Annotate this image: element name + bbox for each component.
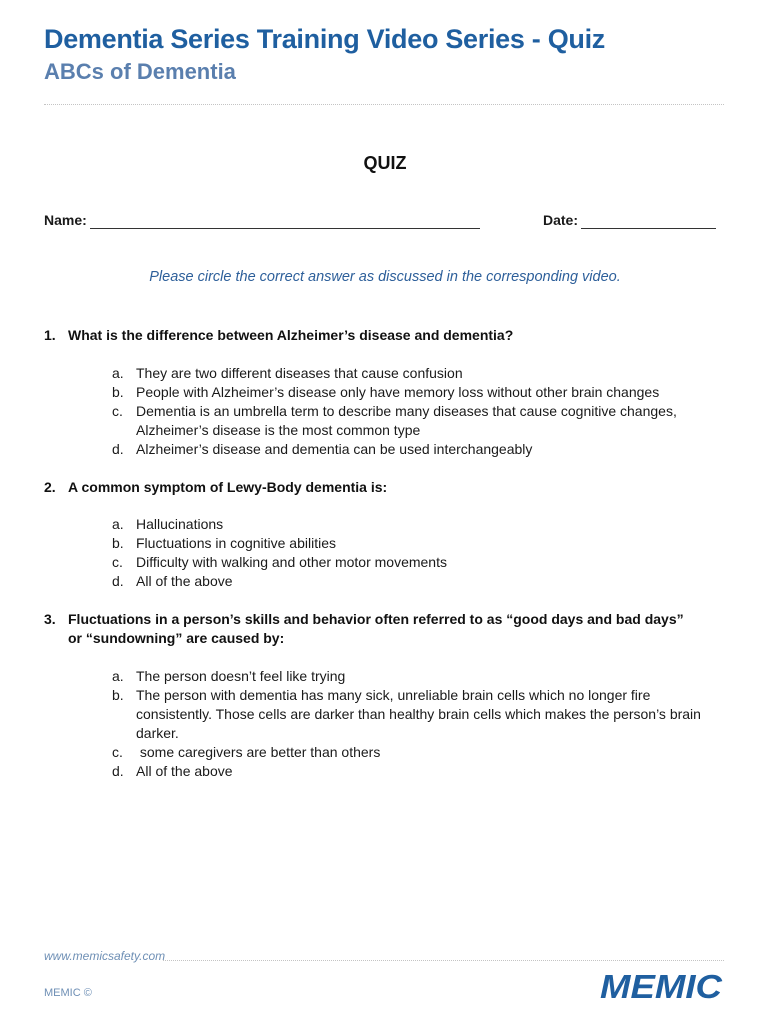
answer-text: Fluctuations in cognitive abilities (136, 535, 336, 551)
footer-divider (163, 960, 724, 961)
question-number: 1. (44, 327, 56, 343)
answer-option[interactable] (112, 743, 712, 762)
answer-text: Hallucinations (136, 516, 224, 532)
footer-copyright: MEMIC © (44, 987, 92, 999)
answer-list-1 (112, 364, 712, 459)
answer-letter: a. (112, 668, 124, 684)
answer-option[interactable] (112, 667, 712, 686)
answer-option[interactable] (112, 553, 712, 572)
question-2 (44, 478, 724, 497)
answer-letter: a. (112, 516, 124, 532)
logo-wordmark: MEMIC (600, 968, 724, 1003)
answer-option[interactable] (112, 686, 712, 743)
answer-letter: d. (112, 763, 124, 779)
answer-option[interactable] (112, 364, 712, 383)
quiz-heading: QUIZ (363, 153, 407, 173)
answer-letter: a. (112, 365, 124, 381)
question-text: A common symptom of Lewy-Body dementia is: (68, 479, 388, 495)
question-number: 2. (44, 479, 56, 495)
answer-letter: c. (112, 744, 123, 760)
header-divider (44, 104, 724, 105)
question-text: What is the difference between Alzheimer’s disease and dementia? (68, 327, 514, 343)
answer-text: Alzheimer’s disease and dementia can be used interchangeably (136, 441, 533, 457)
answer-option[interactable] (112, 383, 712, 402)
document-subtitle: ABCs of Dementia (44, 59, 236, 84)
answer-letter: b. (112, 535, 124, 551)
answer-letter: c. (112, 554, 123, 570)
name-field[interactable] (90, 228, 480, 229)
answer-letter: d. (112, 441, 124, 457)
answer-text: The person doesn’t feel like trying (136, 668, 346, 684)
question-1 (44, 326, 724, 345)
answer-option[interactable] (112, 515, 712, 534)
answer-text: All of the above (136, 763, 233, 779)
answer-letter: d. (112, 573, 124, 589)
answer-text: People with Alzheimer’s disease only have memory loss without other brain changes (136, 384, 660, 400)
answer-text: All of the above (136, 573, 233, 589)
answer-text: some caregivers are better than others (136, 744, 381, 760)
answer-option[interactable] (112, 572, 712, 591)
answer-list-3 (112, 667, 712, 781)
instructions-text: Please circle the correct answer as discussed in the corresponding video. (149, 269, 621, 285)
question-3 (44, 610, 684, 648)
memic-logo (598, 967, 724, 1003)
answer-option[interactable] (112, 762, 712, 781)
answer-letter: b. (112, 384, 124, 400)
document-title: Dementia Series Training Video Series - Quiz (44, 24, 605, 54)
answer-text: The person with dementia has many sick, unreliable brain cells which no longer fire consistently. Those cells are darker than healthy brain cells which makes the person’s brain darker. (136, 687, 701, 741)
answer-list-2 (112, 515, 712, 591)
answer-text: Difficulty with walking and other motor movements (136, 554, 447, 570)
question-text: Fluctuations in a person’s skills and behavior often referred to as “good days and bad days” or “sundowning” are caused by: (68, 611, 684, 646)
answer-letter: b. (112, 687, 124, 703)
answer-letter: c. (112, 403, 123, 419)
question-number: 3. (44, 611, 56, 627)
footer-url: www.memicsafety.com (44, 949, 166, 963)
answer-text: They are two different diseases that cause confusion (136, 365, 463, 381)
answer-option[interactable] (112, 402, 712, 440)
date-label: Date: (543, 212, 579, 228)
answer-option[interactable] (112, 440, 712, 459)
answer-text: Dementia is an umbrella term to describe many diseases that cause cognitive changes, Alzheimer’s disease is the most common type (136, 403, 677, 438)
answer-option[interactable] (112, 534, 712, 553)
name-label: Name: (44, 212, 87, 228)
date-field[interactable] (581, 228, 716, 229)
